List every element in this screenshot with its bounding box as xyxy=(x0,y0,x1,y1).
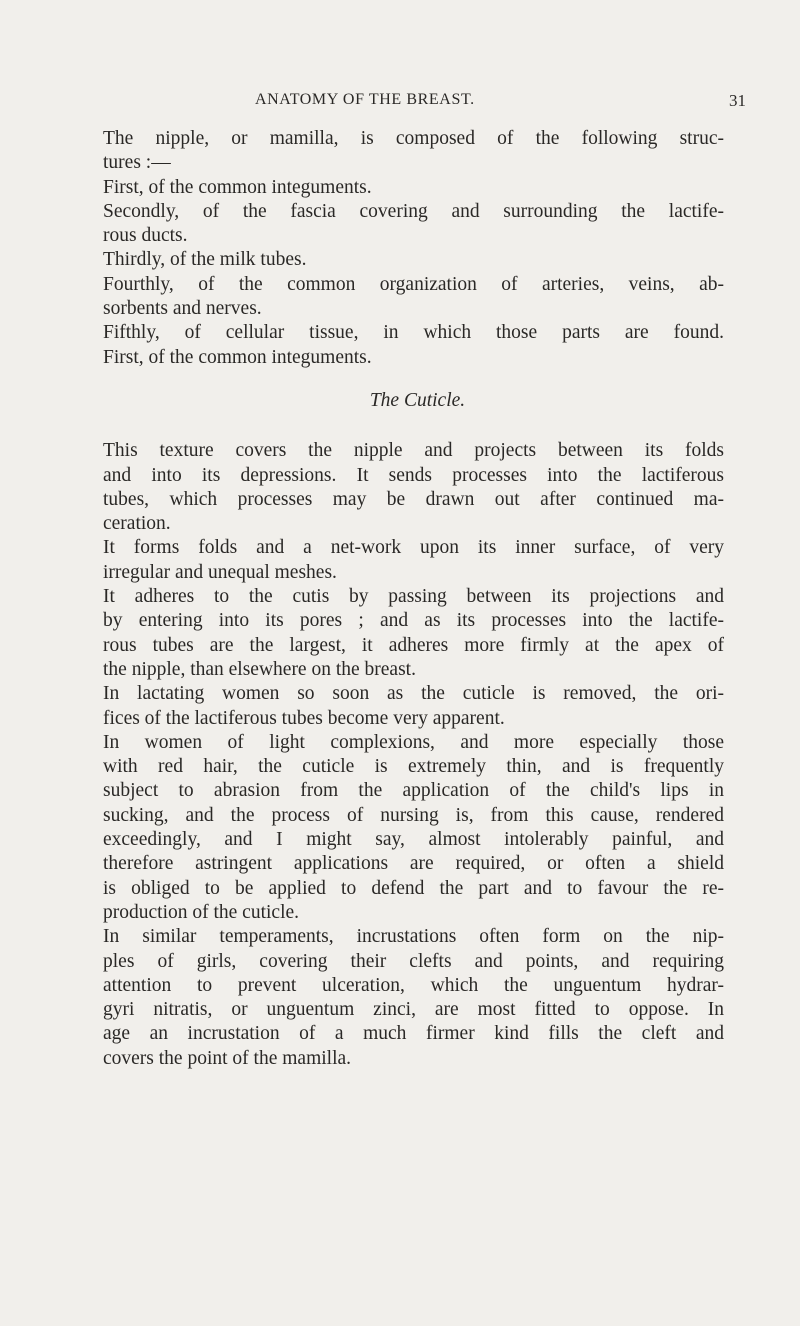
text-line: the nipple, than elsewhere on the breast. xyxy=(103,658,416,680)
text-line: attention to prevent ulceration, which the unguentum hydrar- xyxy=(103,974,724,996)
text-line: exceedingly, and I might say, almost intolerably painful, and xyxy=(103,829,724,851)
text-line: with red hair, the cuticle is extremely thin, and is frequently xyxy=(103,756,724,778)
text-line: irregular and unequal meshes. xyxy=(103,561,337,583)
page-text xyxy=(103,127,724,1071)
text-line: production of the cuticle. xyxy=(103,901,300,923)
text-line: In women of light complexions, and more especially those xyxy=(103,731,724,753)
text-line: sucking, and the process of nursing is, from this cause, rendered xyxy=(103,804,724,826)
text-line: In similar temperaments, incrustations often form on the nip- xyxy=(103,926,724,948)
text-line: gyri nitratis, or unguentum zinci, are most fitted to oppose. In xyxy=(103,999,724,1021)
text-line: fices of the lactiferous tubes become very apparent. xyxy=(103,707,505,729)
text-line: ceration. xyxy=(103,513,171,535)
text-line: subject to abrasion from the application of the child's lips in xyxy=(103,780,724,802)
text-line: This texture covers the nipple and projects between its folds xyxy=(103,440,724,462)
running-title: ANATOMY OF THE BREAST. xyxy=(255,91,475,108)
text-line: Fourthly, of the common organization of arteries, veins, ab- xyxy=(103,273,724,295)
text-line: It forms folds and a net-work upon its inner surface, of very xyxy=(103,537,724,559)
text-line: rous tubes are the largest, it adheres more firmly at the apex of xyxy=(103,634,724,656)
text-line: rous ducts. xyxy=(103,225,188,247)
text-line: tubes, which processes may be drawn out after continued ma- xyxy=(103,488,724,510)
running-head xyxy=(0,91,800,113)
text-line: therefore astringent applications are required, or often a shield xyxy=(103,853,724,875)
text-line: The nipple, or mamilla, is composed of the following struc- xyxy=(103,128,724,149)
text-line: sorbents and nerves. xyxy=(103,298,262,320)
text-line: First, of the common integuments. xyxy=(103,176,372,198)
text-line: ples of girls, covering their clefts and points, and requiring xyxy=(103,950,724,972)
text-line: Thirdly, of the milk tubes. xyxy=(103,249,307,271)
text-line: In lactating women so soon as the cuticle is removed, the ori- xyxy=(103,683,724,705)
text-line: by entering into its pores ; and as its processes into the lactife- xyxy=(103,610,724,632)
text-line: It adheres to the cutis by passing between its projections and xyxy=(103,586,724,608)
text-line: covers the point of the mamilla. xyxy=(103,1047,352,1069)
text-line: Secondly, of the fascia covering and surrounding the lactife- xyxy=(103,200,724,222)
text-line: tures :— xyxy=(103,152,171,174)
page-number: 31 xyxy=(729,91,746,110)
text-line: age an incrustation of a much firmer kind fills the cleft and xyxy=(103,1023,724,1045)
section-heading: The Cuticle. xyxy=(369,389,466,411)
text-line: is obliged to be applied to defend the part and to favour the re- xyxy=(103,877,724,899)
text-line: Fifthly, of cellular tissue, in which those parts are found. xyxy=(103,322,724,344)
text-line: and into its depressions. It sends processes into the lactiferous xyxy=(103,464,724,486)
text-line: First, of the common integuments. xyxy=(103,346,372,368)
